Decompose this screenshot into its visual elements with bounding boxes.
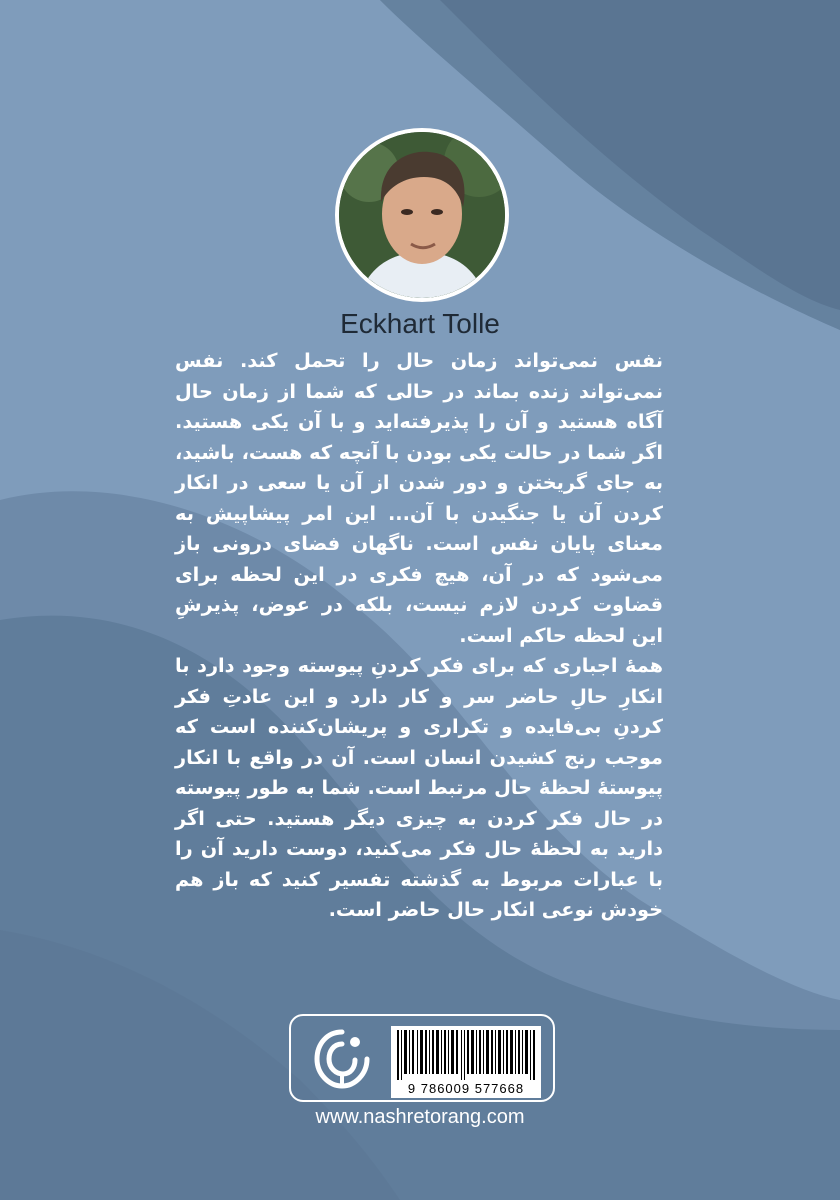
publisher-panel [289, 1014, 555, 1102]
back-cover-text [175, 346, 663, 926]
publisher-logo-icon [309, 1026, 375, 1092]
publisher-website[interactable]: www.nashretorang.com [315, 1106, 525, 1128]
paragraph-1: نفس نمی‌تواند زمان حال را تحمل کند. نفس نمی‌تواند زنده بماند در حالی که شما از زمان حال آگاه هستید و آن را پذیرفته‌اید و با آن یکی هستید. اگر شما در حالت یکی بودن با آنچه که هست، باشید، به جای گریختن و دور شدن از آن یا سعی در انکار کردن آن یا جنگیدن با آن... این امر پیشاپیش به معنای پایان نفس است. ناگهان فضای درونی باز می‌شود که در آن، هیچ فکری در این لحظه برای قضاوت کردن لازم نیست، بلکه در عوض، پذیرشِ این لحظه حاکم است. [175, 349, 663, 647]
author-name: Eckhart Tolle [340, 308, 500, 339]
paragraph-2: همهٔ اجباری که برای فکر کردنِ پیوسته وجود دارد با انکارِ حالِ حاضر سر و کار دارد و این عادتِ فکر کردنِ بی‌فایده و تکراری و پریشان‌کننده است که موجب رنج کشیدن انسان است. آن در واقع با انکار پیوستهٔ لحظهٔ حال مرتبط است. شما به طور پیوسته در حال فکر کردن به چیزی دیگر هستید. حتی اگر دارید به لحظهٔ حال فکر می‌کنید، دوست دارید آن را با عبارات مربوط به گذشته تفسیر کنید که باز هم خودش نوعی انکار حال حاضر است. [175, 654, 663, 921]
barcode [391, 1026, 541, 1098]
author-photo-illustration [339, 132, 505, 298]
isbn-number: 9 786009 577668 [407, 1081, 525, 1096]
author-portrait [335, 128, 509, 302]
barcode-bars [395, 1030, 537, 1080]
